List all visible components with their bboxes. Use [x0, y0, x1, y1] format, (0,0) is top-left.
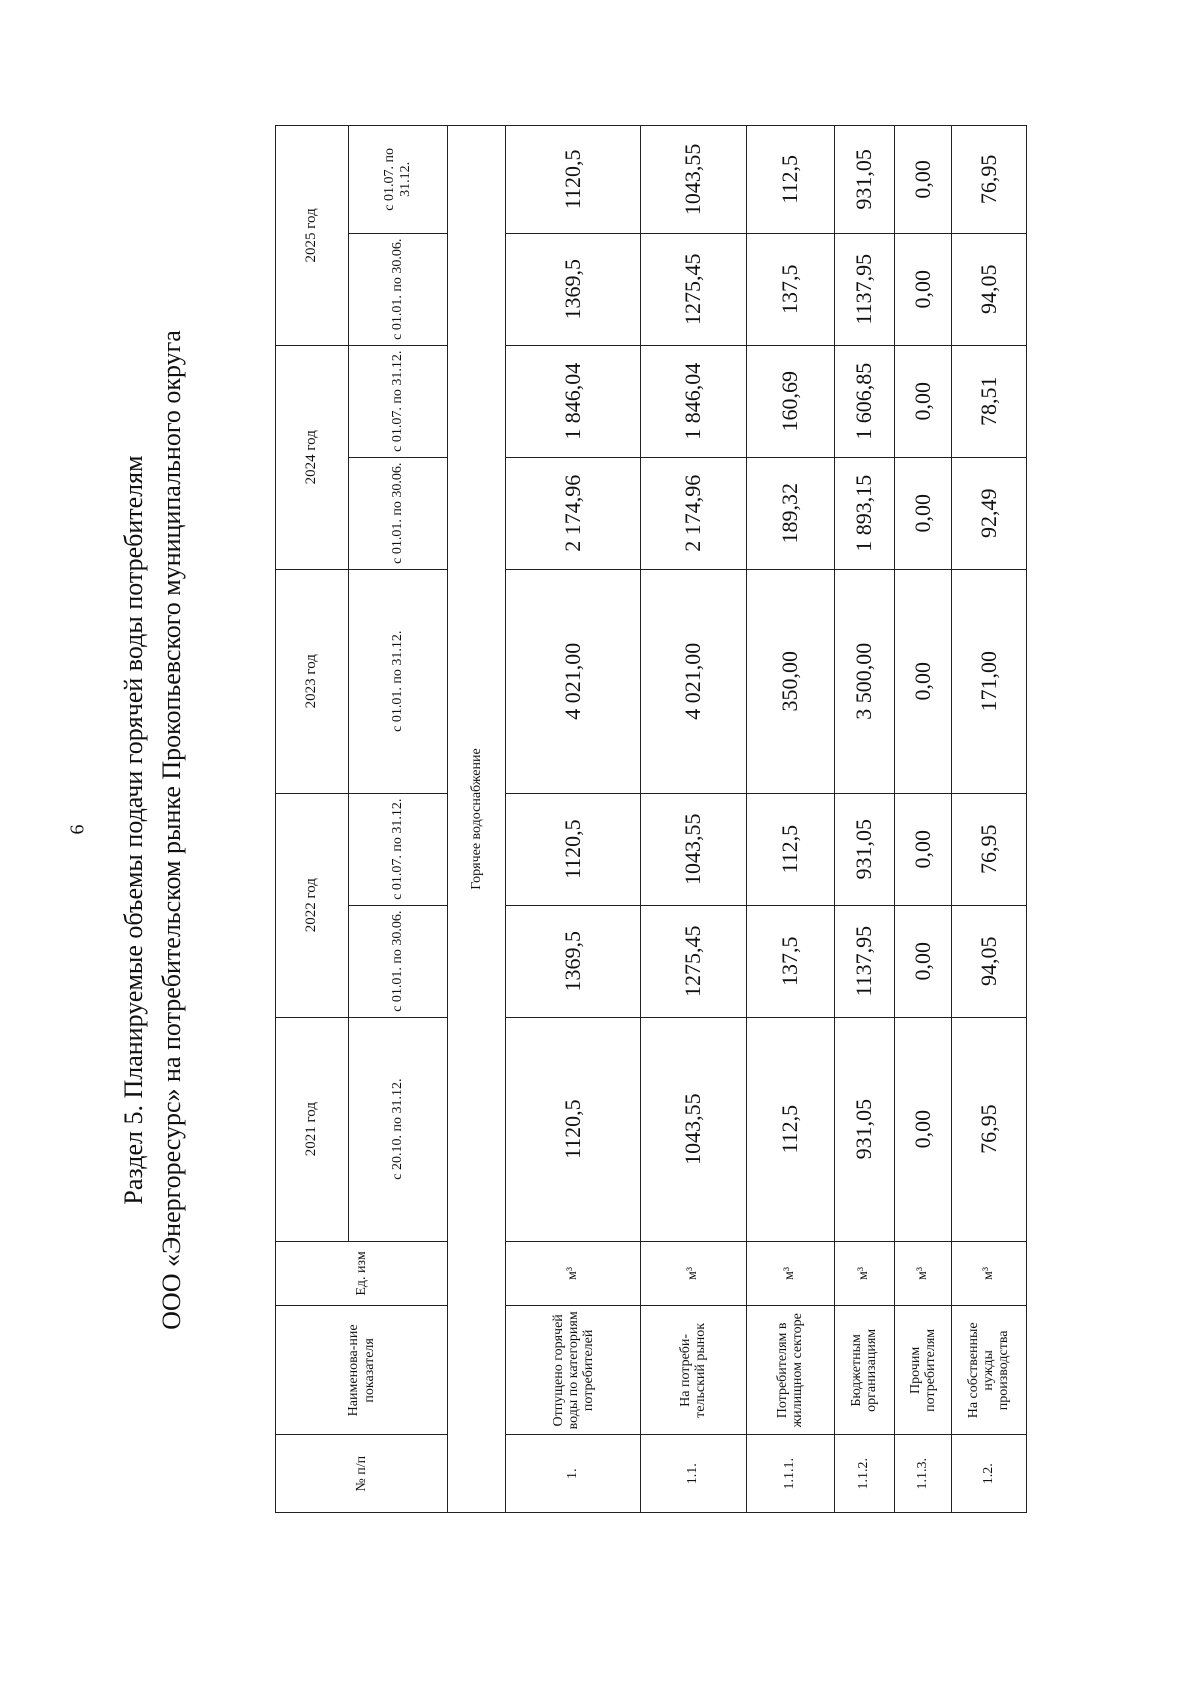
row-number: 1.	[506, 1435, 641, 1513]
row-value: 137,5	[746, 905, 834, 1017]
row-value: 0,00	[894, 457, 951, 569]
row-value: 78,51	[951, 345, 1026, 457]
row-unit: м³	[835, 1241, 895, 1306]
row-value: 92,49	[951, 457, 1026, 569]
row-value: 112,5	[746, 126, 834, 234]
row-value: 1369,5	[506, 233, 641, 345]
row-unit: м³	[746, 1241, 834, 1306]
row-value: 2 174,96	[506, 457, 641, 569]
row-value: 1043,55	[641, 1017, 747, 1241]
table-row	[835, 126, 895, 1513]
row-value: 1 606,85	[835, 345, 895, 457]
row-value: 4 021,00	[506, 569, 641, 793]
row-number: 1.1.2.	[835, 1435, 895, 1513]
header-period: с 01.07. по 31.12.	[348, 345, 447, 457]
section-title: Горячее водоснабжение	[448, 126, 506, 1513]
row-number: 1.1.	[641, 1435, 747, 1513]
row-value: 1 846,04	[506, 345, 641, 457]
row-value: 1137,95	[835, 905, 895, 1017]
row-name: Потребителям в жилищном секторе	[746, 1306, 834, 1435]
row-value: 0,00	[894, 126, 951, 234]
header-period: с 01.07. по 31.12.	[348, 793, 447, 905]
row-value: 931,05	[835, 1017, 895, 1241]
row-unit: м³	[641, 1241, 747, 1306]
row-value: 76,95	[951, 793, 1026, 905]
table-row	[641, 126, 747, 1513]
row-value: 1043,55	[641, 793, 747, 905]
header-period: с 01.01. по 31.12.	[348, 569, 447, 793]
header-period: с 01.01. по 30.06.	[348, 233, 447, 345]
title-line-2: ООО «Энергоресурс» на потребительском рынке Прокопьевского муниципального округа	[157, 330, 186, 1330]
row-value: 0,00	[894, 233, 951, 345]
row-value: 112,5	[746, 793, 834, 905]
header-year-2022: 2022 год	[276, 793, 349, 1017]
header-year-2023: 2023 год	[276, 569, 349, 793]
row-value: 0,00	[894, 793, 951, 905]
row-value: 171,00	[951, 569, 1026, 793]
row-value: 1043,55	[641, 126, 747, 234]
row-value: 76,95	[951, 1017, 1026, 1241]
header-period: с 01.07. по 31.12.	[348, 126, 447, 234]
row-name: Отпущено горячей воды по категориям потребителей	[506, 1306, 641, 1435]
header-period: с 20.10. по 31.12.	[348, 1017, 447, 1241]
row-number: 1.1.1.	[746, 1435, 834, 1513]
row-name: Прочим потребителям	[894, 1306, 951, 1435]
row-value: 1120,5	[506, 126, 641, 234]
page-number: 6	[66, 824, 89, 835]
row-number: 1.1.3.	[894, 1435, 951, 1513]
row-name: На собственные нужды производства	[951, 1306, 1026, 1435]
header-row-years	[276, 126, 349, 1513]
row-value: 0,00	[894, 345, 951, 457]
header-period: с 01.01. по 30.06.	[348, 457, 447, 569]
row-unit: м³	[506, 1241, 641, 1306]
row-value: 931,05	[835, 126, 895, 234]
header-num: № п/п	[276, 1435, 448, 1513]
row-value: 0,00	[894, 569, 951, 793]
row-value: 94,05	[951, 233, 1026, 345]
row-value: 4 021,00	[641, 569, 747, 793]
row-value: 112,5	[746, 1017, 834, 1241]
row-value: 160,69	[746, 345, 834, 457]
row-value: 1369,5	[506, 905, 641, 1017]
header-year-2024: 2024 год	[276, 345, 349, 569]
row-value: 137,5	[746, 233, 834, 345]
row-value: 0,00	[894, 1017, 951, 1241]
page-title	[115, 230, 225, 1430]
header-unit: Ед. изм	[276, 1241, 448, 1306]
header-name: Наименова-ние показателя	[276, 1306, 448, 1435]
row-name: Бюджетным организациям	[835, 1306, 895, 1435]
row-unit: м³	[894, 1241, 951, 1306]
row-value: 1 846,04	[641, 345, 747, 457]
table-row	[894, 126, 951, 1513]
water-volume-table-sheet	[275, 125, 1027, 1513]
header-year-2025: 2025 год	[276, 126, 349, 346]
row-value: 931,05	[835, 793, 895, 905]
row-name: На потреби-тельский рынок	[641, 1306, 747, 1435]
row-value: 3 500,00	[835, 569, 895, 793]
data-rows	[506, 126, 1027, 1513]
row-value: 0,00	[894, 905, 951, 1017]
row-value: 189,32	[746, 457, 834, 569]
row-value: 1137,95	[835, 233, 895, 345]
water-volume-table	[275, 125, 1027, 1513]
row-unit: м³	[951, 1241, 1026, 1306]
table-row	[506, 126, 641, 1513]
row-value: 1275,45	[641, 233, 747, 345]
section-row	[448, 126, 506, 1513]
row-value: 1120,5	[506, 793, 641, 905]
row-value: 1120,5	[506, 1017, 641, 1241]
row-value: 350,00	[746, 569, 834, 793]
header-period: с 01.01. по 30.06.	[348, 905, 447, 1017]
row-value: 1 893,15	[835, 457, 895, 569]
title-line-1: Раздел 5. Планируемые объемы подачи горячей воды потребителям	[119, 455, 148, 1205]
row-value: 76,95	[951, 126, 1026, 234]
table-row	[746, 126, 834, 1513]
row-value: 1275,45	[641, 905, 747, 1017]
header-year-2021: 2021 год	[276, 1017, 349, 1241]
row-value: 94,05	[951, 905, 1026, 1017]
table-row	[951, 126, 1026, 1513]
row-number: 1.2.	[951, 1435, 1026, 1513]
row-value: 2 174,96	[641, 457, 747, 569]
